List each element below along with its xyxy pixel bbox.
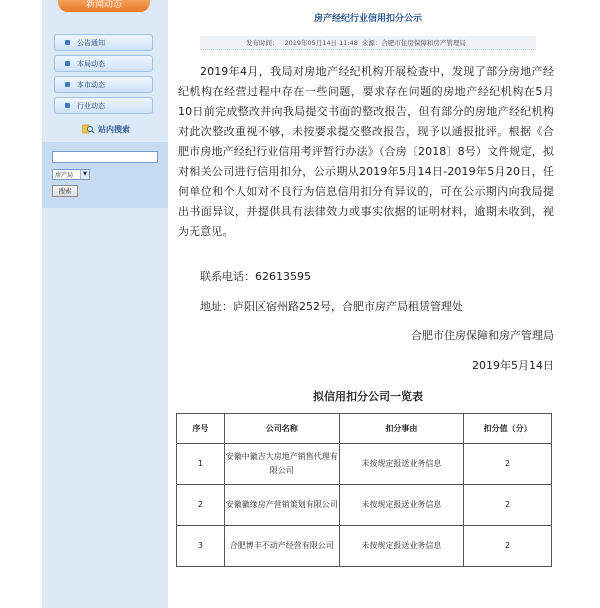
- publish-time: 2019年05月14日 11:48: [284, 39, 358, 47]
- search-input[interactable]: [52, 151, 158, 163]
- bullet-icon: [65, 103, 70, 108]
- table-title: 拟信用扣分公司一览表: [313, 390, 423, 403]
- sidebar-item-bureau-news[interactable]: [54, 55, 153, 72]
- news-tab-label: 新闻动态: [85, 0, 122, 10]
- row-company-name: 合肥博丰不动产经营有限公司: [224, 526, 339, 567]
- search-panel: [42, 142, 168, 208]
- header-company-name: 公司名称: [224, 414, 339, 444]
- sidebar-item-announcements[interactable]: [54, 34, 153, 51]
- row-reason: 未按规定报送业务信息: [339, 526, 464, 567]
- sidebar-item-city-news[interactable]: [54, 76, 153, 93]
- bullet-icon: [65, 61, 70, 66]
- bullet-icon: [65, 40, 70, 45]
- contact-address: 地址：庐阳区宿州路252号，合肥市房产局租赁管理处: [200, 300, 463, 313]
- company-table: [176, 413, 552, 567]
- article-meta: [200, 36, 536, 50]
- article-body: 2019年4月，我局对房地产经纪机构开展检查中，发现了部分房地产经纪机构在经营过程中存在一些问题，要求存在问题的房地产经纪机构在5月10日前完成整改并向我局提交书面的整改报告，但有部分的房地产经纪机构对此次整改重视不够，未按要求提交整改报告，现予以通报批评。根据《合肥市房地产经纪行业信用考评暂行办法》（合房〔2018〕8号）文件规定，拟对相关公司进行信用扣分，公示期从2019年5月14日-2019年5月20日，任何单位和个人如对不良行为信息信用扣分有异议的，可在公示期内向我局提出书面异议，并提供具有法律效力或事实依据的证明材料，逾期未收到，视为无意见。: [178, 65, 554, 238]
- chevron-down-icon: ▼: [80, 170, 89, 179]
- sidebar: [42, 0, 168, 608]
- sidebar-nav: [54, 34, 153, 118]
- header-score: 扣分值（分）: [464, 414, 552, 444]
- bullet-icon: [65, 82, 70, 87]
- sidebar-item-industry-news[interactable]: [54, 97, 153, 114]
- sidebar-item-label: 公告通知: [77, 38, 105, 47]
- table-row: [177, 526, 552, 567]
- signature-date: 2019年5月14日: [472, 359, 554, 372]
- row-score: 2: [464, 485, 552, 526]
- site-search-heading: [82, 123, 162, 135]
- row-no: 2: [177, 485, 225, 526]
- news-tab[interactable]: [58, 0, 150, 12]
- contact-phone: 联系电话：62613595: [200, 270, 311, 283]
- row-company-name: 安徽中徽吉大房地产销售代理有限公司: [224, 444, 339, 485]
- sidebar-item-label: 行业动态: [77, 101, 105, 110]
- table-row: [177, 444, 552, 485]
- search-icon: [82, 124, 94, 134]
- row-reason: 未按规定报送业务信息: [339, 485, 464, 526]
- page-title: 房产经纪行业信用扣分公示: [313, 14, 422, 24]
- article-source: 来源：合肥市住房保障和房产管理局: [361, 39, 466, 47]
- table-row: [177, 485, 552, 526]
- sidebar-item-label: 本局动态: [77, 59, 105, 68]
- signature-org: 合肥市住房保障和房产管理局: [411, 329, 554, 342]
- row-score: 2: [464, 444, 552, 485]
- search-scope-value: 房产局: [55, 172, 74, 179]
- row-no: 3: [177, 526, 225, 567]
- row-no: 1: [177, 444, 225, 485]
- main-content: [168, 0, 600, 608]
- search-scope-select[interactable]: [52, 169, 90, 180]
- table-header-row: [177, 414, 552, 444]
- row-company-name: 安徽徽缘房产营销策划有限公司: [224, 485, 339, 526]
- row-reason: 未按规定报送业务信息: [339, 444, 464, 485]
- header-no: 序号: [177, 414, 225, 444]
- row-score: 2: [464, 526, 552, 567]
- sidebar-item-label: 本市动态: [77, 80, 105, 89]
- header-reason: 扣分事由: [339, 414, 464, 444]
- site-search-title: 站内搜索: [98, 124, 130, 134]
- publish-time-label: 发布时间：: [246, 39, 279, 47]
- search-button[interactable]: 搜索: [52, 185, 78, 197]
